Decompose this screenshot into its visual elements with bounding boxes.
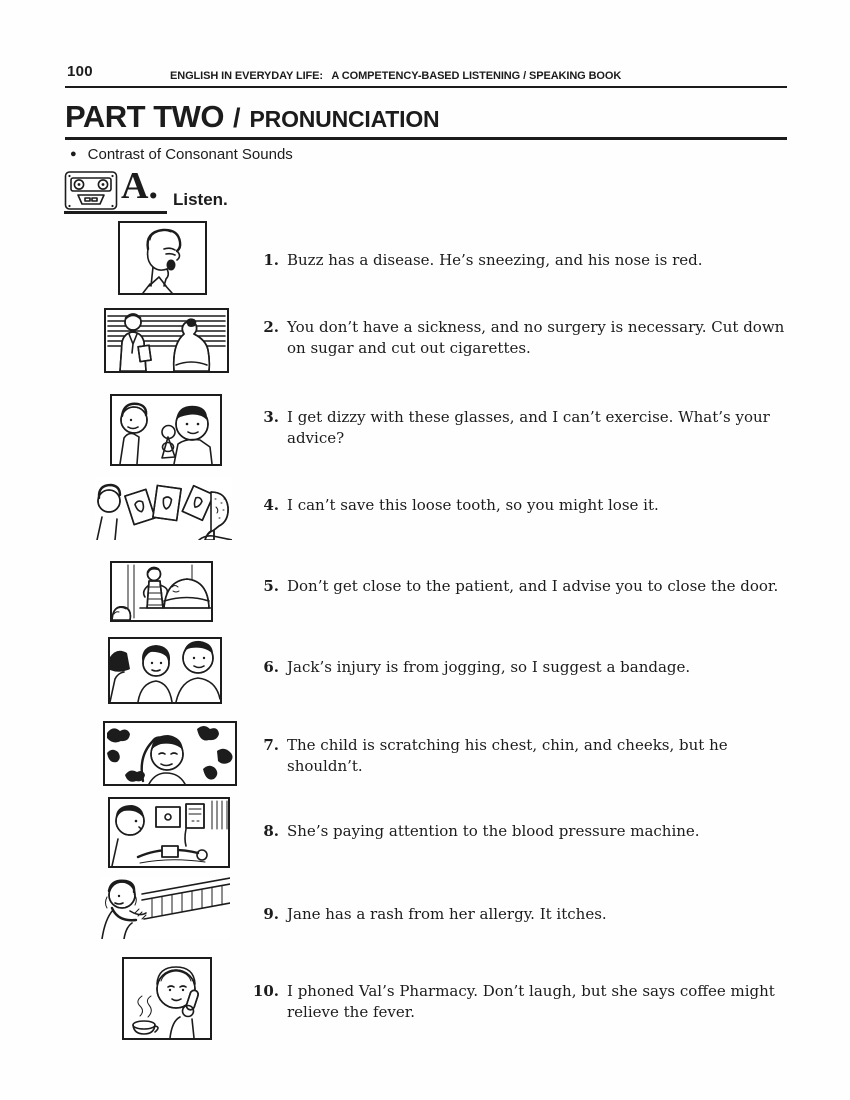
header-rule xyxy=(65,86,787,88)
list-item-6: 6. Jack’s injury is from jogging, so I suggest a bandage. xyxy=(247,657,690,678)
illustration-child-scratching xyxy=(103,721,237,786)
item-number: 9. xyxy=(263,905,279,923)
part-title-sub: PRONUNCIATION xyxy=(249,106,440,132)
item-number: 1. xyxy=(263,251,279,269)
item-number: 2. xyxy=(263,318,279,336)
bullet-icon: ● xyxy=(70,148,77,160)
illustration-nurse-at-patient-bedside xyxy=(110,561,213,622)
exercise-instruction: Listen. xyxy=(173,190,228,209)
item-number: 5. xyxy=(263,577,279,595)
running-title: ENGLISH IN EVERYDAY LIFE: A COMPETENCY-BASED LISTENING / SPEAKING BOOK xyxy=(170,70,622,82)
item-number: 3. xyxy=(263,408,279,426)
list-item-1: 1. Buzz has a disease. He’s sneezing, and his nose is red. xyxy=(247,250,702,271)
illustration-woman-scratching-at-fence xyxy=(100,877,230,939)
part-title-main: PART TWO xyxy=(65,99,225,134)
list-item-4: 4. I can’t save this loose tooth, so you might lose it. xyxy=(247,495,659,516)
item-number: 7. xyxy=(263,736,279,754)
title-rule xyxy=(65,137,787,140)
list-item-8: 8. She’s paying attention to the blood pressure machine. xyxy=(247,821,700,842)
illustration-people-holding-xrays xyxy=(95,477,232,540)
list-item-9: 9. Jane has a rash from her allergy. It itches. xyxy=(247,904,607,925)
page-number: 100 xyxy=(67,63,93,80)
list-item-7: 7. The child is scratching his chest, chin, and cheeks, but he shouldn’t. xyxy=(247,735,728,777)
illustration-three-people-talking xyxy=(108,637,222,704)
page-title xyxy=(65,99,439,135)
illustration-person-phone-coffee xyxy=(122,957,212,1040)
list-item-2: 2. You don’t have a sickness, and no surgery is necessary. Cut down on sugar and cut out cigarettes. xyxy=(247,317,784,359)
list-item-5: 5. Don’t get close to the patient, and I advise you to close the door. xyxy=(247,576,778,597)
part-title-separator: / xyxy=(233,103,241,133)
illustration-sneezing-man xyxy=(118,221,207,295)
item-number: 4. xyxy=(263,496,279,514)
illustration-two-people-with-glasses xyxy=(110,394,222,466)
exercise-underline xyxy=(64,211,167,214)
list-item-3: 3. I get dizzy with these glasses, and I can’t exercise. What’s your advice? xyxy=(247,407,770,449)
topic-label: Contrast of Consonant Sounds xyxy=(87,146,293,163)
cassette-tape-icon xyxy=(64,170,118,217)
illustration-woman-blood-pressure-machine xyxy=(108,797,230,868)
topic-line xyxy=(70,146,293,163)
exercise-letter: A. xyxy=(121,165,158,207)
item-number: 8. xyxy=(263,822,279,840)
list-item-10: 10. I phoned Val’s Pharmacy. Don’t laugh, but she says coffee might relieve the fever. xyxy=(247,981,775,1023)
item-number: 6. xyxy=(263,658,279,676)
illustration-doctor-advising-patient xyxy=(104,308,229,373)
item-number: 10. xyxy=(252,982,279,1000)
